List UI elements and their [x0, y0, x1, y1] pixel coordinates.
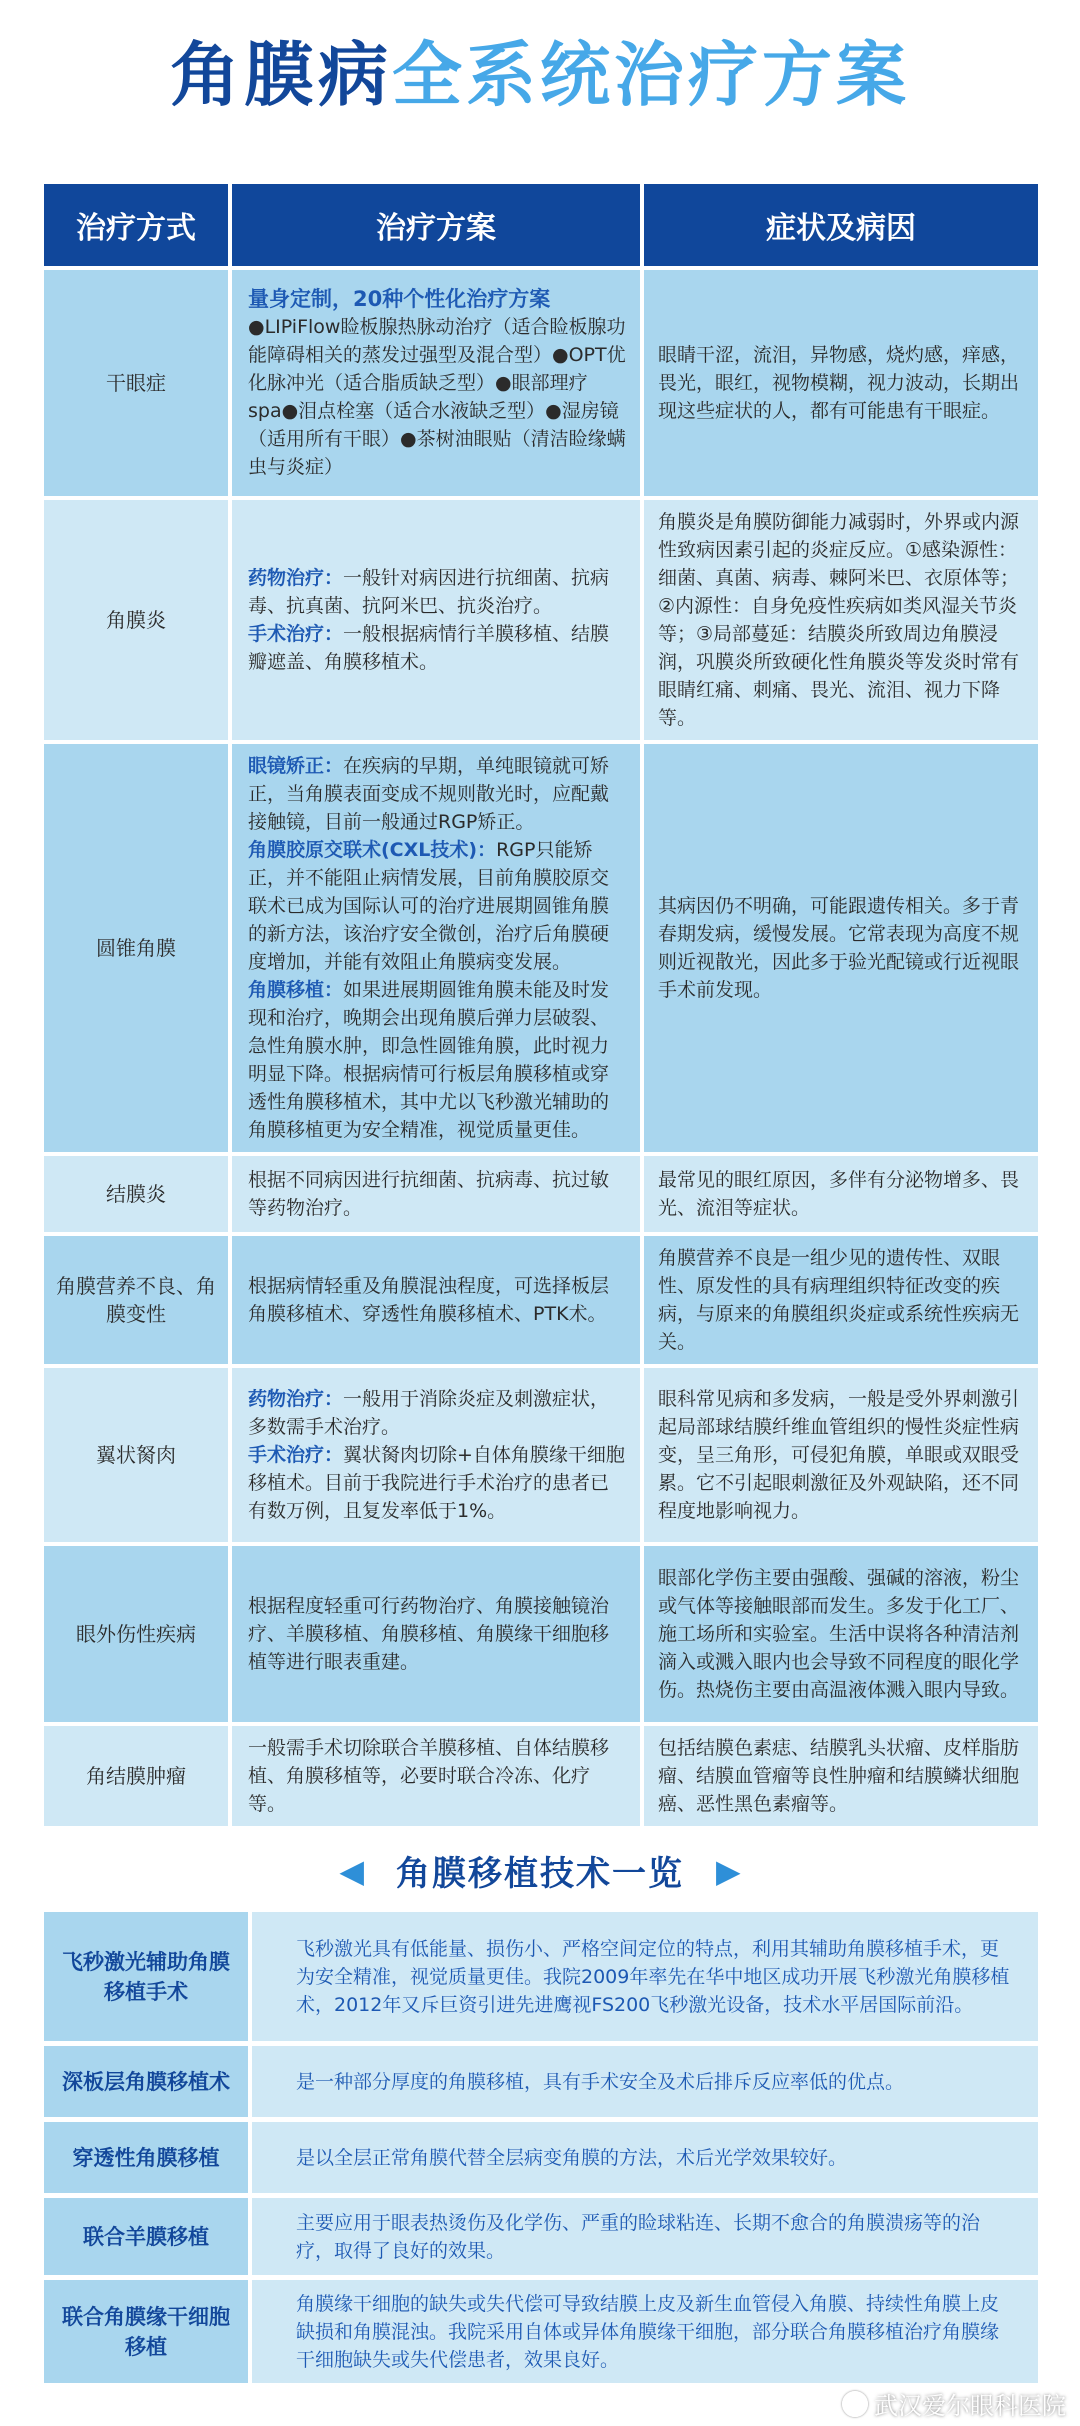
row-name: 角膜营养不良、角膜变性 — [44, 1236, 232, 1368]
row-cause: 最常见的眼红原因，多伴有分泌物增多、畏光、流泪等症状。 — [644, 1156, 1038, 1236]
technique-name: 飞秒激光辅助角膜移植手术 — [44, 1912, 252, 2046]
plan-item-label: 药物治疗： — [248, 1388, 344, 1410]
row-plan — [232, 744, 644, 1156]
header-cause: 症状及病因 — [644, 184, 1038, 270]
technique-desc: 是以全层正常角膜代替全层病变角膜的方法，术后光学效果较好。 — [252, 2122, 1038, 2198]
row-cause: 眼睛干涩，流泪，异物感，烧灼感，痒感，畏光，眼红，视物模糊，视力波动，长期出现这些症状的人，都有可能患有干眼症。 — [644, 270, 1038, 500]
technique-name: 联合角膜缘干细胞移植 — [44, 2280, 252, 2388]
plan-text: ●LIPiFlow睑板腺热脉动治疗（适合睑板腺功能障碍相关的蒸发过强型及混合型）●OPT优化脉冲光（适合脂质缺乏型）●眼部理疗spa●泪点栓塞（适合水液缺乏型）●湿房镜（适用所有干眼）●茶树油眼贴（清洁睑缘螨虫与炎症） — [248, 316, 626, 478]
row-name: 结膜炎 — [44, 1156, 232, 1236]
technique-desc: 角膜缘干细胞的缺失或失代偿可导致结膜上皮及新生血管侵入角膜、持续性角膜上皮缺损和角膜混浊。我院采用自体或异体角膜缘干细胞，部分联合角膜移植治疗角膜缘干细胞缺失或失代偿患者，效果良好。 — [252, 2280, 1038, 2388]
row-plan: 根据不同病因进行抗细菌、抗病毒、抗过敏等药物治疗。 — [232, 1156, 644, 1236]
page-title — [0, 34, 1080, 116]
plan-item — [248, 752, 626, 836]
row-plan: 根据病情轻重及角膜混浊程度，可选择板层角膜移植术、穿透性角膜移植术、PTK术。 — [232, 1236, 644, 1368]
watermark-text: 武汉爱尔眼科医院 — [874, 2392, 1066, 2420]
row-name: 圆锥角膜 — [44, 744, 232, 1156]
table-row — [44, 1726, 1038, 1830]
treatment-table — [44, 184, 1038, 1830]
plan-item-text: 一般用于消除炎症及刺激症状，多数需手术治疗。 — [248, 1388, 610, 1438]
row-plan: 一般需手术切除联合羊膜移植、自体结膜移植、角膜移植等，必要时联合冷冻、化疗等。 — [232, 1726, 644, 1830]
triangle-right-icon: ▶ — [716, 1851, 741, 1890]
plan-item — [248, 1385, 626, 1441]
table-row — [44, 744, 1038, 1156]
table-row — [44, 2198, 1038, 2280]
weibo-logo-icon — [842, 2391, 868, 2417]
technique-name: 穿透性角膜移植 — [44, 2122, 252, 2198]
row-cause: 眼科常见病和多发病，一般是受外界刺激引起局部球结膜纤维血管组织的慢性炎症性病变，呈三角形，可侵犯角膜，单眼或双眼受累。它不引起眼刺激征及外观缺陷，还不同程度地影响视力。 — [644, 1368, 1038, 1546]
plan-item-text: 一般根据病情行羊膜移植、结膜瓣遮盖、角膜移植术。 — [248, 623, 610, 673]
header-method: 治疗方式 — [44, 184, 232, 270]
row-cause: 眼部化学伤主要由强酸、强碱的溶液，粉尘或气体等接触眼部而发生。多发于化工厂、施工场所和实验室。生活中误将各种清洁剂滴入或溅入眼内也会导致不同程度的眼化学伤。热烧伤主要由高温液体溅入眼内导致。 — [644, 1546, 1038, 1726]
technique-desc: 主要应用于眼表热烫伤及化学伤、严重的睑球粘连、长期不愈合的角膜溃疡等的治疗，取得了良好的效果。 — [252, 2198, 1038, 2280]
subtitle-text: 角膜移植技术一览 — [396, 1854, 684, 1894]
table-row — [44, 500, 1038, 744]
table-row — [44, 2046, 1038, 2122]
row-name: 角结膜肿瘤 — [44, 1726, 232, 1830]
plan-item-label: 药物治疗： — [248, 567, 344, 589]
technique-name: 深板层角膜移植术 — [44, 2046, 252, 2122]
plan-item-text: RGP只能矫正，并不能阻止病情发展，目前角膜胶原交联术已成为国际认可的治疗进展期圆锥角膜的新方法，该治疗安全微创，治疗后角膜硬度增加，并能有效阻止角膜病变发展。 — [248, 839, 610, 973]
table-row — [44, 1546, 1038, 1726]
plan-item — [248, 976, 626, 1144]
triangle-left-icon: ◀ — [339, 1851, 364, 1890]
row-name: 翼状胬肉 — [44, 1368, 232, 1546]
title-part2: 全系统治疗方案 — [392, 34, 910, 116]
plan-title: 量身定制，20种个性化治疗方案 — [248, 287, 551, 311]
title-part1: 角膜病 — [170, 34, 392, 116]
transplant-table — [44, 1912, 1038, 2388]
row-plan — [232, 1368, 644, 1546]
row-cause: 角膜营养不良是一组少见的遗传性、双眼性、原发性的具有病理组织特征改变的疾病，与原来的角膜组织炎症或系统性疾病无关。 — [644, 1236, 1038, 1368]
row-plan — [232, 270, 644, 500]
plan-item-label: 角膜移植： — [248, 979, 344, 1001]
plan-item — [248, 836, 626, 976]
plan-item-text: 翼状胬肉切除+自体角膜缘干细胞移植术。目前于我院进行手术治疗的患者已有数万例，且复发率低于1%。 — [248, 1444, 625, 1522]
row-name: 角膜炎 — [44, 500, 232, 744]
table-row — [44, 1236, 1038, 1368]
plan-item — [248, 564, 626, 620]
row-name: 干眼症 — [44, 270, 232, 500]
plan-item-text: 一般针对病因进行抗细菌、抗病毒、抗真菌、抗阿米巴、抗炎治疗。 — [248, 567, 610, 617]
row-name: 眼外伤性疾病 — [44, 1546, 232, 1726]
technique-name: 联合羊膜移植 — [44, 2198, 252, 2280]
technique-desc: 是一种部分厚度的角膜移植，具有手术安全及术后排斥反应率低的优点。 — [252, 2046, 1038, 2122]
row-plan: 根据程度轻重可行药物治疗、角膜接触镜治疗、羊膜移植、角膜移植、角膜缘干细胞移植等进行眼表重建。 — [232, 1546, 644, 1726]
watermark — [842, 2386, 1066, 2421]
table-header-row — [44, 184, 1038, 270]
technique-desc: 飞秒激光具有低能量、损伤小、严格空间定位的特点，利用其辅助角膜移植手术，更为安全精准，视觉质量更佳。我院2009年率先在华中地区成功开展飞秒激光角膜移植术，2012年又斥巨资引进先进鹰视FS200飞秒激光设备，技术水平居国际前沿。 — [252, 1912, 1038, 2046]
section-subtitle — [0, 1846, 1080, 1895]
table-row — [44, 1912, 1038, 2046]
table-row — [44, 1368, 1038, 1546]
table-row — [44, 1156, 1038, 1236]
row-cause: 其病因仍不明确，可能跟遗传相关。多于青春期发病，缓慢发展。它常表现为高度不规则近视散光，因此多于验光配镜或行近视眼手术前发现。 — [644, 744, 1038, 1156]
plan-item-label: 眼镜矫正： — [248, 755, 344, 777]
plan-item-text: 在疾病的早期，单纯眼镜就可矫正，当角膜表面变成不规则散光时，应配戴接触镜，目前一般通过RGP矫正。 — [248, 755, 610, 833]
plan-item — [248, 1441, 626, 1525]
table-row — [44, 2280, 1038, 2388]
table-row — [44, 270, 1038, 500]
plan-item-label: 手术治疗： — [248, 1444, 344, 1466]
plan-item-text: 如果进展期圆锥角膜未能及时发现和治疗，晚期会出现角膜后弹力层破裂、急性角膜水肿，即急性圆锥角膜，此时视力明显下降。根据病情可行板层角膜移植或穿透性角膜移植术，其中尤以飞秒激光辅助的角膜移植更为安全精准，视觉质量更佳。 — [248, 979, 610, 1141]
row-cause: 包括结膜色素痣、结膜乳头状瘤、皮样脂肪瘤、结膜血管瘤等良性肿瘤和结膜鳞状细胞癌、恶性黑色素瘤等。 — [644, 1726, 1038, 1830]
row-plan — [232, 500, 644, 744]
plan-item-label: 角膜胶原交联术(CXL技术)： — [248, 839, 497, 861]
table-row — [44, 2122, 1038, 2198]
row-cause: 角膜炎是角膜防御能力减弱时，外界或内源性致病因素引起的炎症反应。①感染源性：细菌、真菌、病毒、棘阿米巴、衣原体等；②内源性：自身免疫性疾病如类风湿关节炎等；③局部蔓延：结膜炎所致周边角膜浸润，巩膜炎所致硬化性角膜炎等发炎时常有眼睛红痛、刺痛、畏光、流泪、视力下降等。 — [644, 500, 1038, 744]
header-plan: 治疗方案 — [232, 184, 644, 270]
plan-item-label: 手术治疗： — [248, 623, 344, 645]
plan-item — [248, 620, 626, 676]
